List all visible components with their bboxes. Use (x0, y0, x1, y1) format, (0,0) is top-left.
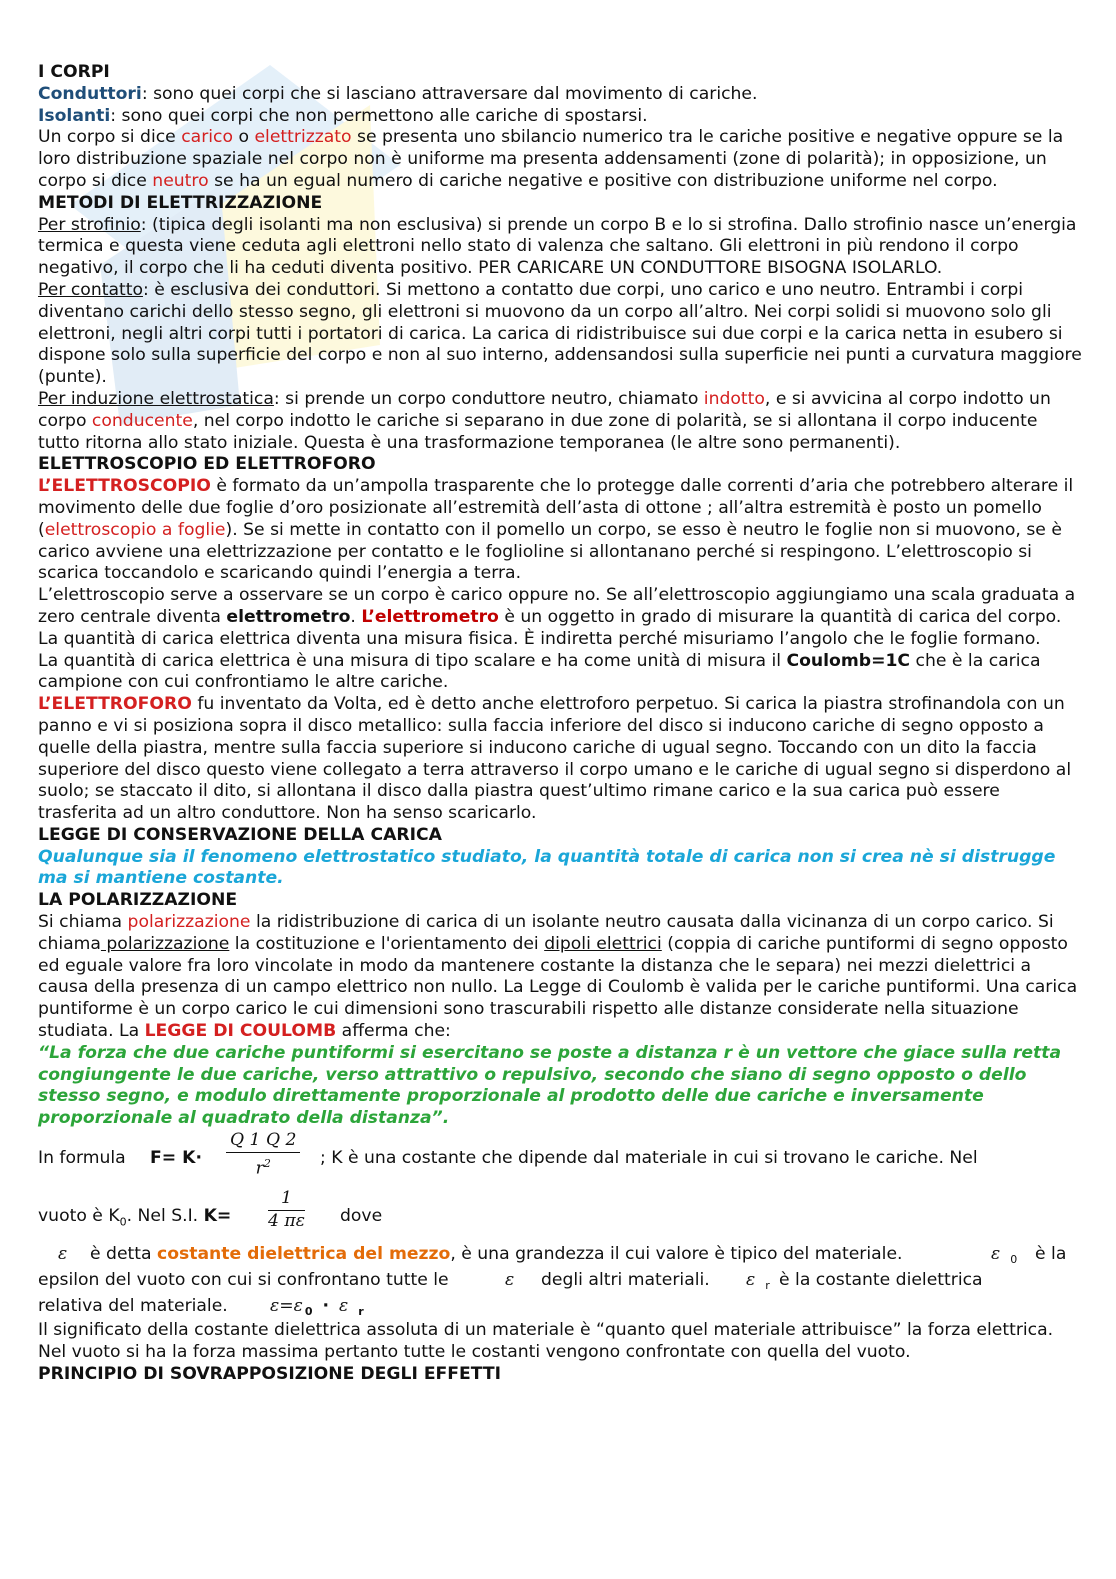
heading-sovrapposizione: PRINCIPIO DI SOVRAPPOSIZIONE DEGLI EFFETTI (38, 1363, 502, 1384)
significato-paragraph: Il significato della costante dielettrica assoluta di un materiale è “quanto quel materiale attribuisce” la forza elettrica. Nel vuoto si ha la forza massima pertanto tutte le costanti vengono confrontate con quella del vuoto. (38, 1320, 1054, 1362)
conservazione-statement: Qualunque sia il fenomeno elettrostatico studiato, la quantità totale di carica non si crea nè si distrugge ma si mantiene costante. (38, 846, 1056, 889)
conduttori-definition: Conduttori: sono quei corpi che si lasciano attraversare dal movimento di cariche. (38, 83, 758, 104)
strofinio-paragraph: Per strofinio: (tipica degli isolanti ma non esclusiva) si prende un corpo B e lo si strofina. Dallo strofinio nasce un’energia termica e questa viene ceduta agli elettroni nello stato di valenza che saltano. Gli elettroni in più rendono il corpo negativo, il corpo che li ha ceduti diventa positivo. PER CARICARE UN CONDUTTORE BISOGNA ISOLARLO. (38, 214, 1077, 279)
elettroscopio-paragraph: L’ELETTROSCOPIO è formato da un’ampolla trasparente che lo protegge dalle correnti d’aria che potrebbero alterare il movimento delle due foglie d’oro posizionate all’estremità dell’asta di ottone ; all’altra estremità è posto un pomello (elettroscopio a foglie). Se si mette in contatto con il pomello un corpo, se esso è neutro le foglie non si muovono, se è carico avviene una elettrizzazione per contatto e le fogliolinе si allontanano perché si respingono. L’elettroscopio si scarica toccandolo e scaricando quindi l’energia a terra. (38, 476, 1074, 584)
heading-metodi: METODI DI ELETTRIZZAZIONE (38, 192, 323, 213)
polarizzazione-paragraph: Si chiama polarizzazione la ridistribuzione di carica di un isolante neutro causata dalla vicinanza di un corpo carico. Si chiama polarizzazione la costituzione e l'orientamento dei dipoli elettrici (coppia di cariche puntiformi di segno opposto ed eguale valore fra loro vincolate in modo da mantenere costante la distanza che le separa) nei mezzi dielettrici a causa della presenza di un campo elettrico non nullo. La Legge di Coulomb è valida per le cariche puntiformi. Una carica puntiforme è un corpo carico le cui dimensioni sono trascurabili rispetto alle distanze considerate nella situazione studiata. La LEGGE DI COULOMB afferma che: (38, 912, 1078, 1042)
isolanti-term: Isolanti (38, 105, 111, 126)
formula-coulomb: In formula F= K· $\frac{Q 1 Q 2}{r^2}$ ; K è una costante che dipende dal materiale in cui si trovano le cariche. Nel (38, 1130, 978, 1179)
heading-polarizzazione: LA POLARIZZAZIONE (38, 890, 238, 911)
document-page (38, 62, 1083, 1385)
heading-corpi: I CORPI (38, 62, 110, 82)
isolanti-definition: Isolanti: sono quei corpi che non permettono alle cariche di spostarsi. (38, 105, 648, 126)
elettroforo-paragraph: L’ELETTROFORO fu inventato da Volta, ed è detto anche elettroforo perpetuo. Si carica la piastra strofinandola con un panno e vi si posiziona sopra il disco metallico: sulla faccia inferiore del disco si inducono cariche di segno opposto a quelle della piastra, mentre sulla faccia superiore si inducono cariche di ugual segno. Toccando con un dito la faccia superiore del disco questo viene collegato a terra attraverso il corpo umano e le cariche di ugual segno si disperdono al suolo; se staccato il dito, si allontana il disco dalla piastra quest’ultimo rimane carico e la sua carica può essere trasferita ad un altro conduttore. Non ha senso scaricarlo. (38, 694, 1072, 824)
epsilon-line-2: epsilon del vuoto con cui si confrontano tutte le ε degli altri materiali. ε $_r$ è la costante dielettrica (38, 1270, 983, 1293)
elettrometro-paragraph: L’elettroscopio serve a osservare se un corpo è carico oppure no. Se all’elettroscopio aggiungiamo una scala graduata a zero centrale diventa elettrometro. L’elettrometro è un oggetto in grado di misurare la quantità di carica del corpo. La quantità di carica elettrica diventa una misura fisica. È indiretta perché misuriamo l’angolo che le foglie formano. (38, 585, 1076, 649)
contatto-paragraph: Per contatto: è esclusiva dei conduttori. Si mettono a contatto due corpi, uno carico e uno neutro. Entrambi i corpi diventano carichi dello stesso segno, gli elettroni si muovono da un corpo all’altro. Nei corpi solidi si muovono solo gli elettroni, negli altri corpi tutti i portatori di carica. La carica di ridistribuisce sui due corpi e la carica netta in esubero si dispone solo sulla superficie del corpo e non al suo interno, addensandosi sulla superficie nei punti a curvatura maggiore (punte). (38, 279, 1082, 388)
fraction-1-4pi-epsilon: $\frac{1}{4 \pi\varepsilon}$ (268, 1188, 305, 1231)
coulomb-law-statement: “La forza che due cariche puntiformi si esercitano se poste a distanza r è un vettore che giace sulla retta congiungente le due cariche, verso attrattivo o repulsivo, secondo che siano di segno opposto o dello stesso segno, e modulo direttamente proporzionale al prodotto delle due cariche e inversamente proporzionale al quadrato della distanza”. (38, 1042, 1062, 1129)
conduttori-term: Conduttori (38, 83, 142, 104)
epsilon-line-3: relativa del materiale. ε=ε $_0$ · ε $_r$ (38, 1296, 364, 1319)
formula-k: vuoto è $K_0$. Nel S.I. K= $\frac{1}{4 \pi\varepsilon}$ dove (38, 1188, 383, 1231)
heading-conservazione: LEGGE DI CONSERVAZIONE DELLA CARICA (38, 824, 442, 845)
epsilon-line-1: ε è detta costante dielettrica del mezzo, è una grandezza il cui valore è tipico del materiale. ε $_0$ è la (58, 1244, 1067, 1267)
heading-elettroscopio: ELETTROSCOPIO ED ELETTROFORO (38, 454, 376, 475)
coulomb-unit-paragraph: La quantità di carica elettrica è una misura di tipo scalare e ha come unità di misura il Coulomb=1C che è la carica campione con cui confrontiamo le altre cariche. (38, 650, 1041, 693)
fraction-q1q2-r2: $\frac{Q 1 Q 2}{r^2}$ (226, 1130, 300, 1180)
induzione-paragraph: Per induzione elettrostatica: si prende un corpo conduttore neutro, chiamato indotto, e si avvicina al corpo indotto un corpo conducente, nel corpo indotto le cariche si separano in due zone di polarità, se si allontana il corpo inducente tutto ritorna allo stato iniziale. Questa è una trasformazione temporanea (le altre sono permanenti). (38, 388, 1051, 453)
carico-paragraph: Un corpo si dice carico o elettrizzato se presenta uno sbilancio numerico tra le cariche positive e negative oppure se la loro distribuzione spaziale nel corpo non è uniforme ma presenta addensamenti (zone di polarità); in opposizione, un corpo si dice neutro se ha un egual numero di cariche negative e positive con distribuzione uniforme nel corpo. (38, 127, 1064, 191)
